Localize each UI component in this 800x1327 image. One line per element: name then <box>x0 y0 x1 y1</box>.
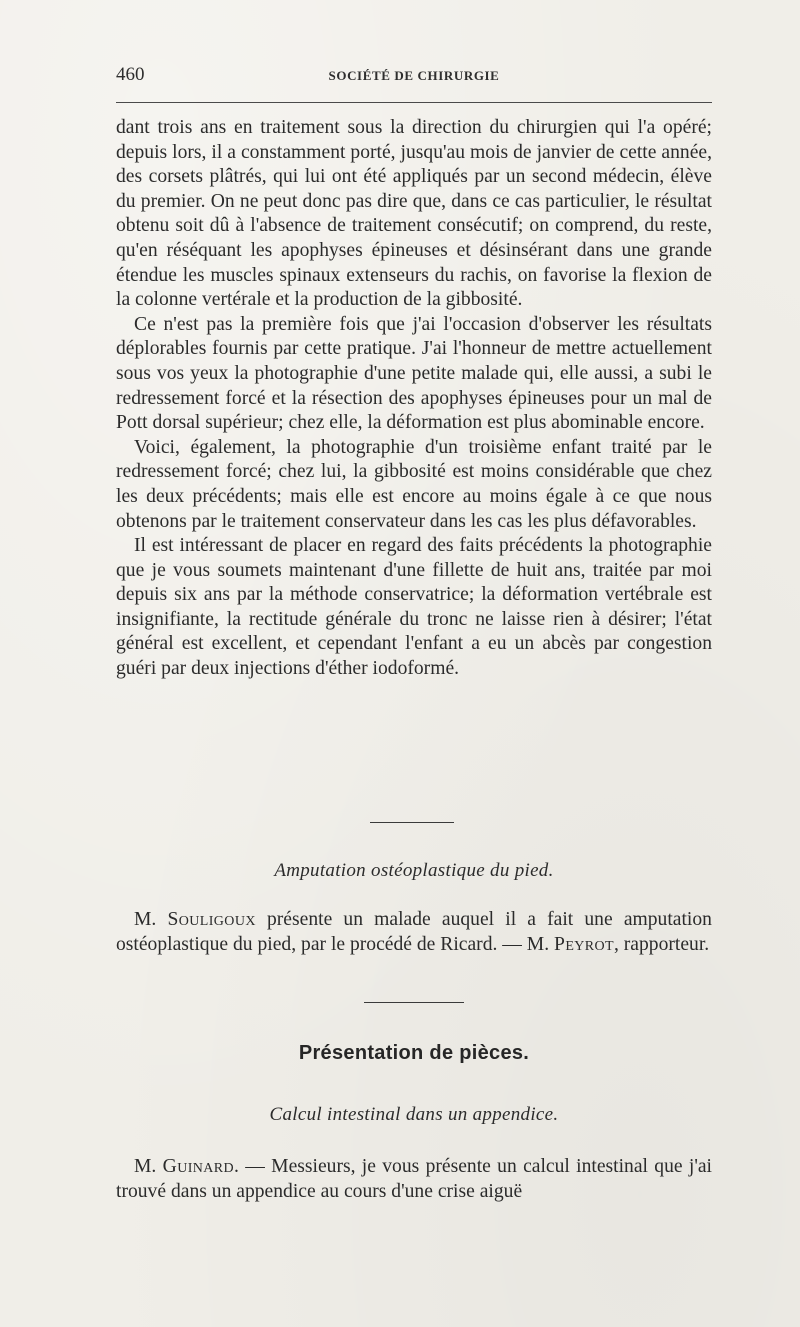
author-souligoux: Souligoux <box>167 909 256 930</box>
guinard-text: . — Messieurs, je vous présente un calcul intestinal que j'ai trouvé dans un appendice au cours d'une crise aiguë <box>116 1156 712 1202</box>
amputation-text-2: , rapporteur. <box>613 933 710 955</box>
running-head: SOCIÉTÉ DE CHIRURGIE <box>328 68 500 83</box>
paragraph-3: Voici, également, la photographie d'un troisième enfant traité par le redressement forcé; chez lui, la gibbosité est moins considérable que chez les deux précédents; mais elle est encore au moins égale à ce que nous obtenons par le traitement conservateur dans les cas les plus défavorables. <box>116 436 712 532</box>
header-rule <box>116 102 712 103</box>
guinard-paragraph <box>116 1155 712 1204</box>
amputation-m-prefix: M. <box>134 909 168 930</box>
guinard-m-prefix: M. <box>134 1156 163 1177</box>
page-number: 460 <box>116 64 145 85</box>
paragraph-1: dant trois ans en traitement sous la direction du chirurgien qui l'a opéré; depuis lors, il a constamment porté, jusqu'au mois de janvier de cette année, des corsets plâtrés, qui lui ont été appliqués par un second médecin, élève du premier. On ne peut donc pas dire que, dans ce cas particulier, le résultat obtenu soit dû à l'absence de traitement consécutif; on comprend, du reste, qu'en réséquant les apophyses épineuses et désinsérant dans une grande étendue les muscles spinaux extenseurs du rachis, on favorise la flexion de la colonne vertérale et la production de la gibbosité. <box>116 117 712 311</box>
author-peyrot: Peyrot <box>554 933 614 955</box>
page-header <box>116 64 712 94</box>
paragraph-2: Ce n'est pas la première fois que j'ai l'occasion d'observer les résultats déplorables fournis par cette pratique. J'ai l'honneur de mettre actuellement sous vos yeux la photographie d'une petite malade qui, elle aussi, a subi le redressement forcé et la résection des apophyses épineuses pour un mal de Pott dorsal supérieur; chez elle, la déformation est plus abominable encore. <box>116 313 712 434</box>
calcul-subtitle: Calcul intestinal dans un appendice. <box>269 1104 559 1125</box>
author-guinard: Guinard <box>162 1156 235 1177</box>
separator-rule-1 <box>370 822 454 823</box>
amputation-paragraph <box>116 908 712 957</box>
main-text <box>116 116 712 682</box>
amputation-title: Amputation ostéoplastique du pied. <box>274 860 554 881</box>
paragraph-4: Il est intéressant de placer en regard des faits précédents la photographie que je vous soumets maintenant d'une fillette de huit ans, traitée par moi depuis six ans par la méthode conservatrice; la déformation vertébrale est insignifiante, la rectitude générale du tronc ne laisse rien à désirer; l'état général est excellent, et cependant l'enfant a eu un abcès par congestion guéri par deux injections d'éther iodoformé. <box>116 535 712 680</box>
amputation-text-1: présente un malade auquel il a fait une amputation ostéoplastique du pied, par le procédé de Ricard. — M. <box>116 909 712 955</box>
presentation-section-title: Présentation de pièces. <box>298 1042 530 1064</box>
separator-rule-2 <box>364 1002 464 1003</box>
